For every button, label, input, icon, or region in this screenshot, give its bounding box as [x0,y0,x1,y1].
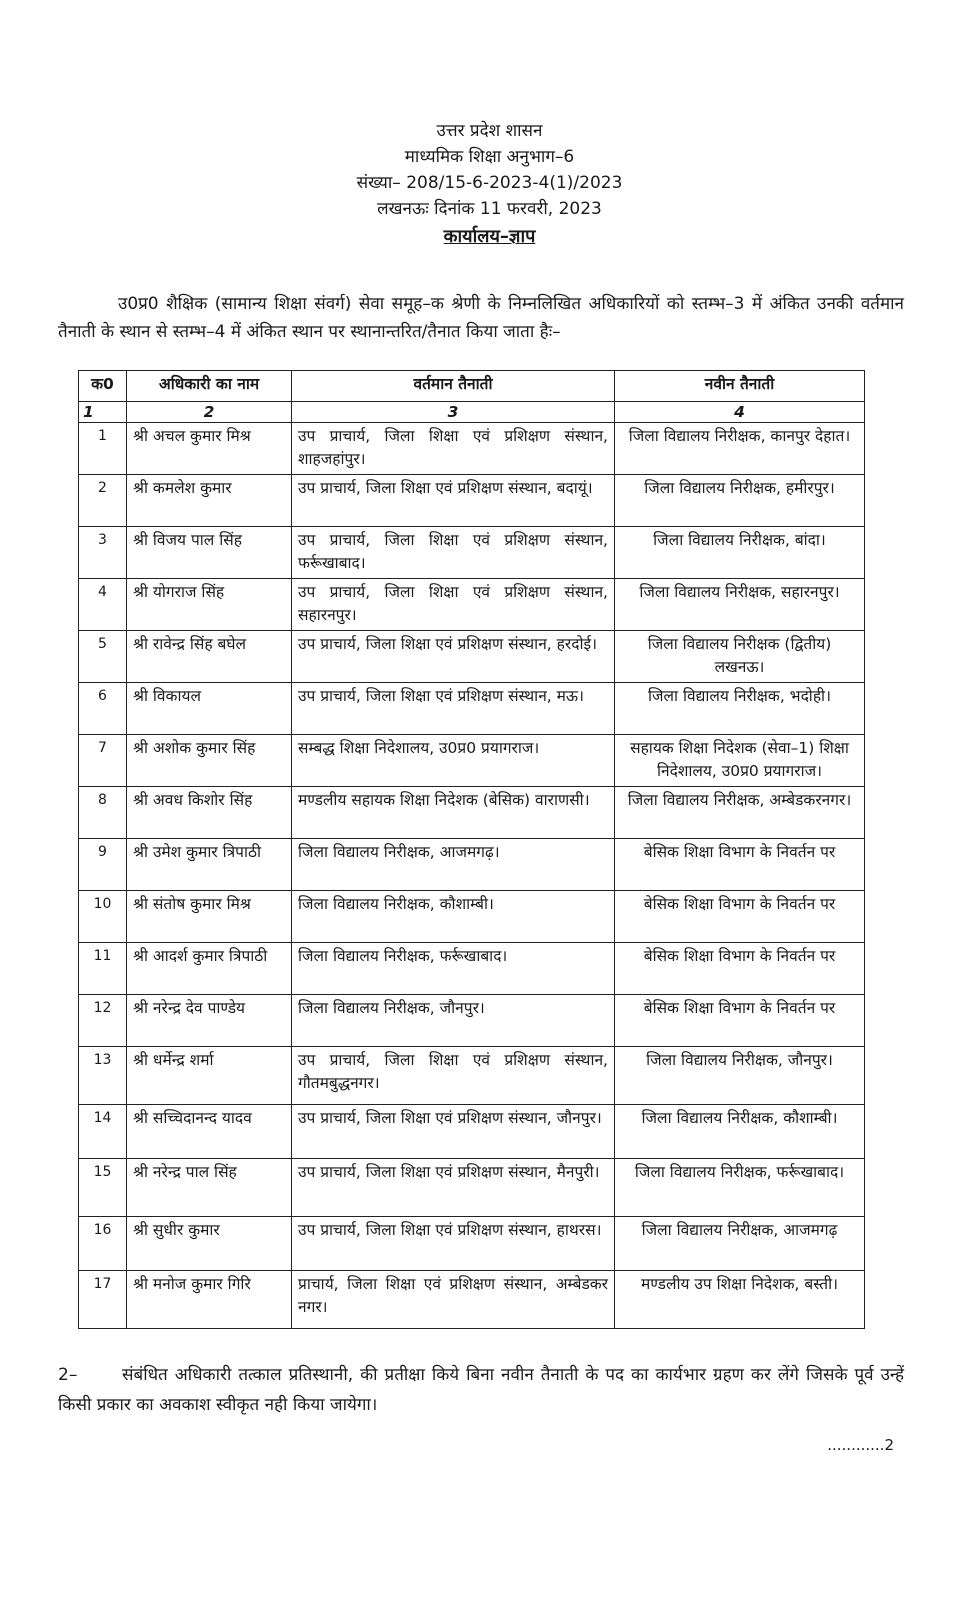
serial-number: 7 [79,735,127,787]
current-posting: उप प्राचार्य, जिला शिक्षा एवं प्रशिक्षण संस्थान, हाथरस। [292,1217,615,1271]
new-posting: बेसिक शिक्षा विभाग के निवर्तन पर [615,839,865,891]
new-posting: जिला विद्यालय निरीक्षक, भदोही। [615,683,865,735]
officer-name: श्री संतोष कुमार मिश्र [127,891,292,943]
current-posting: उप प्राचार्य, जिला शिक्षा एवं प्रशिक्षण संस्थान, गौतमबुद्धनगर। [292,1047,615,1105]
serial-number: 11 [79,943,127,995]
column-number: 2 [127,402,292,423]
serial-number: 3 [79,527,127,579]
new-posting: जिला विद्यालय निरीक्षक, कानपुर देहात। [615,423,865,475]
new-posting: सहायक शिक्षा निदेशक (सेवा–1) शिक्षा निदेशालय, उ0प्र0 प्रयागराज। [615,735,865,787]
page-continuation: ............2 [827,1436,894,1454]
new-posting: जिला विद्यालय निरीक्षक, जौनपुर। [615,1047,865,1105]
document-header [0,118,979,250]
current-posting: उप प्राचार्य, जिला शिक्षा एवं प्रशिक्षण संस्थान, सहारनपुर। [292,579,615,631]
transfer-table [78,370,865,1329]
table-row [79,1271,865,1329]
officer-name: श्री योगराज सिंह [127,579,292,631]
current-posting: जिला विद्यालय निरीक्षक, फर्रूखाबाद। [292,943,615,995]
department-section: माध्यमिक शिक्षा अनुभाग–6 [404,147,575,167]
table-row [79,943,865,995]
serial-number: 17 [79,1271,127,1329]
serial-number: 2 [79,475,127,527]
header-serial: क0 [79,371,127,402]
new-posting: बेसिक शिक्षा विभाग के निवर्तन पर [615,943,865,995]
officer-name: श्री कमलेश कुमार [127,475,292,527]
new-posting: जिला विद्यालय निरीक्षक (द्वितीय) लखनऊ। [615,631,865,683]
table-row [79,995,865,1047]
officer-name: श्री अचल कुमार मिश्र [127,423,292,475]
table-row [79,787,865,839]
new-posting: जिला विद्यालय निरीक्षक, फर्रूखाबाद। [615,1159,865,1217]
officer-name: श्री रावेन्द्र सिंह बघेल [127,631,292,683]
paragraph-text: संबंधित अधिकारी तत्काल प्रतिस्थानी, की प्रतीक्षा किये बिना नवीन तैनाती के पद का कार्यभार ग्रहण कर लेंगे जिसके पूर्व उन्हें किसी प्रकार का अवकाश स्वीकृत नही किया जायेगा। [58,1365,904,1415]
officer-name: श्री अशोक कुमार सिंह [127,735,292,787]
serial-number: 10 [79,891,127,943]
serial-number: 1 [79,423,127,475]
current-posting: जिला विद्यालय निरीक्षक, कौशाम्बी। [292,891,615,943]
footer-paragraph [58,1360,904,1420]
serial-number: 13 [79,1047,127,1105]
new-posting: बेसिक शिक्षा विभाग के निवर्तन पर [615,995,865,1047]
current-posting: उप प्राचार्य, जिला शिक्षा एवं प्रशिक्षण संस्थान, बदायूं। [292,475,615,527]
new-posting: मण्डलीय उप शिक्षा निदेशक, बस्ती। [615,1271,865,1329]
officer-name: श्री मनोज कुमार गिरि [127,1271,292,1329]
table-row [79,683,865,735]
document-title: कार्यालय–ज्ञाप [443,226,536,247]
header-current-posting: वर्तमान तैनाती [292,371,615,402]
table-row [79,891,865,943]
new-posting: जिला विद्यालय निरीक्षक, कौशाम्बी। [615,1105,865,1159]
officer-name: श्री उमेश कुमार त्रिपाठी [127,839,292,891]
column-number: 3 [292,402,615,423]
officer-name: श्री आदर्श कुमार त्रिपाठी [127,943,292,995]
current-posting: जिला विद्यालय निरीक्षक, जौनपुर। [292,995,615,1047]
new-posting: बेसिक शिक्षा विभाग के निवर्तन पर [615,891,865,943]
current-posting: प्राचार्य, जिला शिक्षा एवं प्रशिक्षण संस्थान, अम्बेडकर नगर। [292,1271,615,1329]
current-posting: सम्बद्ध शिक्षा निदेशालय, उ0प्र0 प्रयागराज। [292,735,615,787]
table-row [79,631,865,683]
paragraph-number: 2– [58,1365,78,1385]
reference-number: संख्या– 208/15-6-2023-4(1)/2023 [356,173,623,193]
serial-number: 5 [79,631,127,683]
table-row [79,1047,865,1105]
new-posting: जिला विद्यालय निरीक्षक, आजमगढ़ [615,1217,865,1271]
table-row [79,475,865,527]
table-row [79,579,865,631]
header-officer-name: अधिकारी का नाम [127,371,292,402]
serial-number: 16 [79,1217,127,1271]
new-posting: जिला विद्यालय निरीक्षक, बांदा। [615,527,865,579]
serial-number: 8 [79,787,127,839]
current-posting: उप प्राचार्य, जिला शिक्षा एवं प्रशिक्षण संस्थान, मैनपुरी। [292,1159,615,1217]
intro-paragraph: उ0प्र0 शैक्षिक (सामान्य शिक्षा संवर्ग) सेवा समूह–क श्रेणी के निम्नलिखित अधिकारियों को स्तम्भ–3 में अंकित उनकी वर्तमान तैनाती के स्थान से स्तम्भ–4 में अंकित स्थान पर स्थानान्तरित/तैनात किया जाता हैः– [58,294,904,342]
current-posting: उप प्राचार्य, जिला शिक्षा एवं प्रशिक्षण संस्थान, जौनपुर। [292,1105,615,1159]
column-number-row [79,402,865,423]
table-row [79,1159,865,1217]
current-posting: जिला विद्यालय निरीक्षक, आजमगढ़। [292,839,615,891]
current-posting: उप प्राचार्य, जिला शिक्षा एवं प्रशिक्षण संस्थान, हरदोई। [292,631,615,683]
new-posting: जिला विद्यालय निरीक्षक, हमीरपुर। [615,475,865,527]
officer-name: श्री सच्चिदानन्द यादव [127,1105,292,1159]
table-row [79,1105,865,1159]
table-row [79,1217,865,1271]
serial-number: 6 [79,683,127,735]
officer-name: श्री नरेन्द्र पाल सिंह [127,1159,292,1217]
officer-name: श्री विजय पाल सिंह [127,527,292,579]
column-number: 1 [79,402,127,423]
officer-name: श्री नरेन्द्र देव पाण्डेय [127,995,292,1047]
new-posting: जिला विद्यालय निरीक्षक, अम्बेडकरनगर। [615,787,865,839]
table-body [79,423,865,1329]
column-number: 4 [615,402,865,423]
serial-number: 14 [79,1105,127,1159]
government-name: उत्तर प्रदेश शासन [436,121,543,141]
current-posting: उप प्राचार्य, जिला शिक्षा एवं प्रशिक्षण संस्थान, फर्रूखाबाद। [292,527,615,579]
serial-number: 4 [79,579,127,631]
officer-name: श्री अवध किशोर सिंह [127,787,292,839]
table-row [79,735,865,787]
officer-name: श्री सुधीर कुमार [127,1217,292,1271]
current-posting: उप प्राचार्य, जिला शिक्षा एवं प्रशिक्षण संस्थान, शाहजहांपुर। [292,423,615,475]
serial-number: 9 [79,839,127,891]
current-posting: उप प्राचार्य, जिला शिक्षा एवं प्रशिक्षण संस्थान, मऊ। [292,683,615,735]
current-posting: मण्डलीय सहायक शिक्षा निदेशक (बेसिक) वाराणसी। [292,787,615,839]
officer-name: श्री विकायल [127,683,292,735]
header-new-posting: नवीन तैनाती [615,371,865,402]
table-header-row [79,371,865,402]
new-posting: जिला विद्यालय निरीक्षक, सहारनपुर। [615,579,865,631]
officer-name: श्री धर्मेन्द्र शर्मा [127,1047,292,1105]
table-row [79,527,865,579]
table-row [79,839,865,891]
serial-number: 15 [79,1159,127,1217]
place-date: लखनऊः दिनांक 11 फरवरी, 2023 [377,199,602,219]
serial-number: 12 [79,995,127,1047]
table-row [79,423,865,475]
